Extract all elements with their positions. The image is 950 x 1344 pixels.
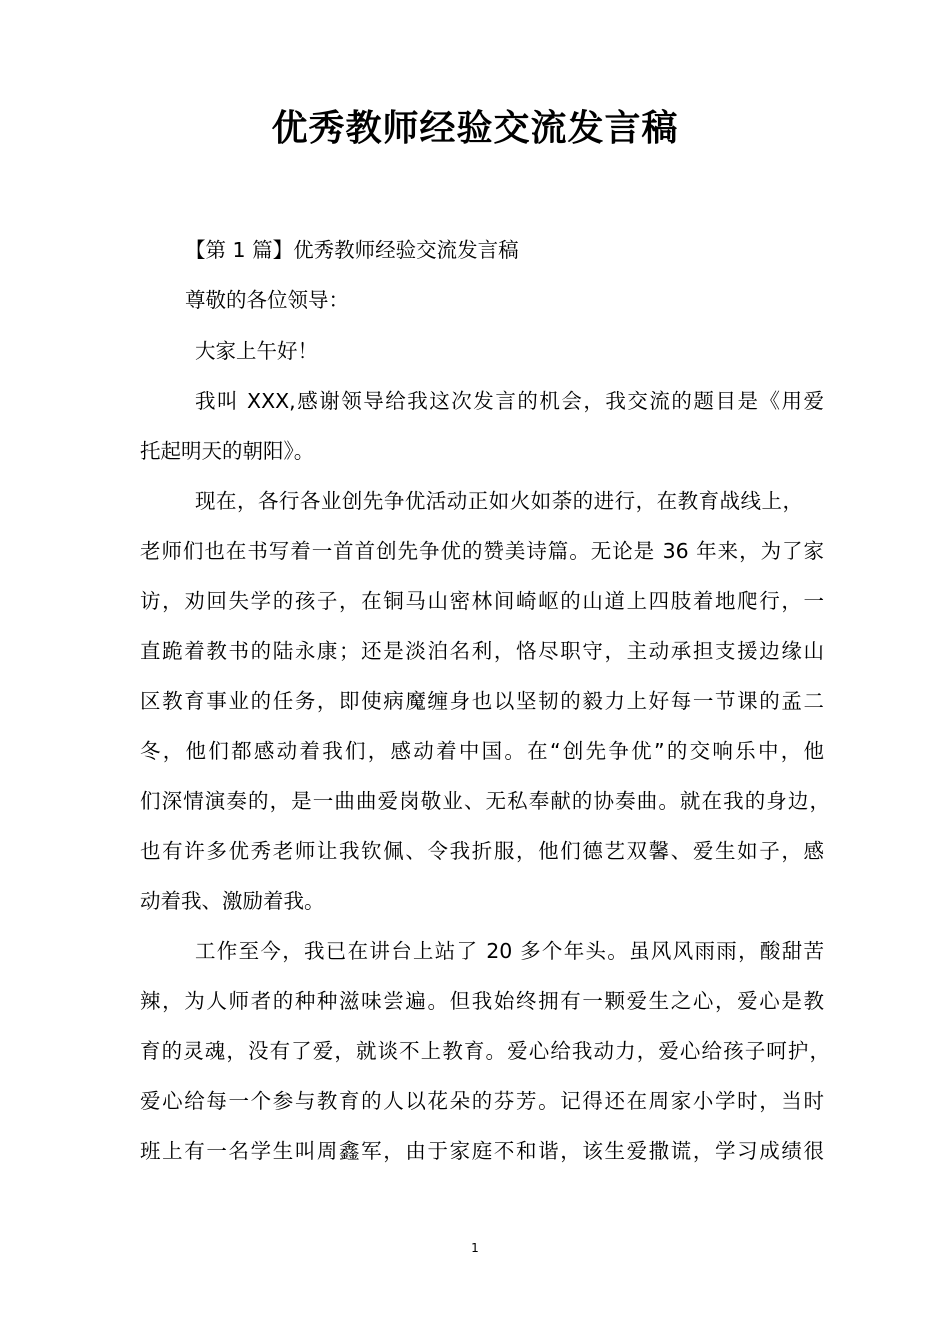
paragraph-line: 们深情演奏的，是一曲曲爱岗敬业、无私奉献的协奏曲。就在我的身边， <box>140 789 830 813</box>
paragraph-line: 直跪着教书的陆永康；还是淡泊名利，恪尽职守，主动承担支援边缘山 <box>140 639 824 663</box>
paragraph-line: 班上有一名学生叫周鑫军，由于家庭不和谐，该生爱撒谎，学习成绩很 <box>140 1139 824 1163</box>
page-number: 1 <box>471 1241 479 1255</box>
paragraph-line: 工作至今，我已在讲台上站了 20 多个年头。虽风风雨雨，酸甜苦 <box>195 939 824 963</box>
paragraph-line: 托起明天的朝阳》。 <box>140 439 315 463</box>
paragraph-line: 冬，他们都感动着我们，感动着中国。在“创先争优”的交响乐中，他 <box>140 739 824 763</box>
section-heading: 【第 1 篇】优秀教师经验交流发言稿 <box>185 238 519 262</box>
salutation: 尊敬的各位领导： <box>185 288 349 312</box>
greeting: 大家上午好！ <box>195 339 318 363</box>
paragraph-line: 动着我、激励着我。 <box>140 889 325 913</box>
document-title: 优秀教师经验交流发言稿 <box>271 108 679 149</box>
paragraph-line: 育的灵魂，没有了爱，就谈不上教育。爱心给我动力，爱心给孩子呵护， <box>140 1039 830 1063</box>
paragraph-line: 我叫 XXX,感谢领导给我这次发言的机会，我交流的题目是《用爱 <box>195 389 824 413</box>
paragraph-line: 访，劝回失学的孩子，在铜马山密林间崎岖的山道上四肢着地爬行，一 <box>140 589 824 613</box>
paragraph-line: 辣，为人师者的种种滋味尝遍。但我始终拥有一颗爱生之心，爱心是教 <box>140 989 824 1013</box>
paragraph-line: 现在，各行各业创先争优活动正如火如荼的进行，在教育战线上， <box>195 489 803 513</box>
paragraph-line: 也有许多优秀老师让我钦佩、令我折服，他们德艺双馨、爱生如子，感 <box>140 839 824 863</box>
paragraph-line: 爱心给每一个参与教育的人以花朵的芬芳。记得还在周家小学时，当时 <box>140 1089 824 1113</box>
paragraph-line: 老师们也在书写着一首首创先争优的赞美诗篇。无论是 36 年来，为了家 <box>140 539 824 563</box>
paragraph-line: 区教育事业的任务，即使病魔缠身也以坚韧的毅力上好每一节课的孟二 <box>140 689 824 713</box>
